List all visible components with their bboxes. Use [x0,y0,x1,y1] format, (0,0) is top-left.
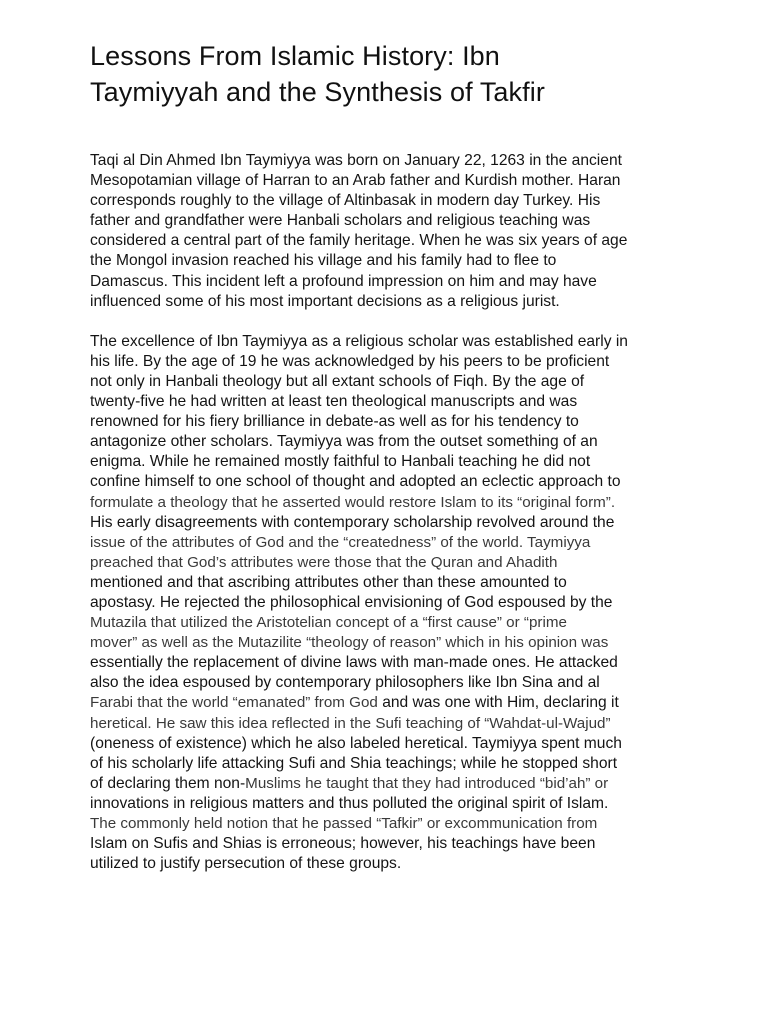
title-line: Lessons From Islamic History: Ibn [90,41,500,71]
text-line: essentially the replacement of divine laws with man-made ones. He attacked [90,654,618,672]
text-line: apostasy. He rejected the philosophical envisioning of God espoused by the [90,593,613,611]
text-line: Taqi al Din Ahmed Ibn Taymiyya was born on January 22, 1263 in the ancient [90,152,622,169]
text-line: Farabi that the world “emanated” from God and was one with Him, declaring it [90,694,619,712]
text-line: corresponds roughly to the village of Altinbasak in modern day Turkey. His [90,192,601,210]
text-line: confine himself to one school of thought and adopted an eclectic approach to [90,473,621,491]
text-line: enigma. While he remained mostly faithful to Hanbali teaching he did not [90,453,591,471]
paragraph-2 [90,332,690,875]
text-line: utilized to justify persecution of these groups. [90,855,402,873]
text-line: mentioned and that ascribing attributes other than these amounted to [90,573,567,591]
text-line: heretical. He saw this idea reflected in the Sufi teaching of “Wahdat-ul-Wajud” [90,714,611,732]
text-line: renowned for his fiery brilliance in debate-as well as for his tendency to [90,413,579,431]
paragraph-1 [90,151,690,312]
text-line: influenced some of his most important decisions as a religious jurist. [90,292,560,310]
text-line: issue of the attributes of God and the “createdness” of the world. Taymiyya [90,533,591,551]
text-line: (oneness of existence) which he also labeled heretical. Taymiyya spent much [90,734,622,752]
text-line: also the idea espoused by contemporary philosophers like Ibn Sina and al [90,674,600,692]
document-page [90,38,690,874]
text-line: mover” as well as the Mutazilite “theology of reason” which in his opinion was [90,634,609,652]
text-line: Mesopotamian village of Harran to an Arab father and Kurdish mother. Haran [90,172,621,190]
text-line: of his scholarly life attacking Sufi and Shia teachings; while he stopped short [90,754,618,772]
text-line: Damascus. This incident left a profound impression on him and may have [90,272,597,290]
text-line: The excellence of Ibn Taymiyya as a religious scholar was established early in [90,332,628,350]
text-line: preached that God’s attributes were those that the Quran and Ahadith [90,553,558,571]
document-title [90,38,690,110]
text-line: The commonly held notion that he passed “Tafkir” or excommunication from [90,815,598,832]
text-line: antagonize other scholars. Taymiyya was from the outset something of an [90,433,598,451]
text-line: his life. By the age of 19 he was acknowledged by his peers to be proficient [90,352,610,370]
text-line: His early disagreements with contemporary scholarship revolved around the [90,513,615,531]
text-line: formulate a theology that he asserted would restore Islam to its “original form”. [90,493,616,511]
text-line: of declaring them non-Muslims he taught that they had introduced “bid’ah” or [90,774,609,792]
text-line: not only in Hanbali theology but all extant schools of Fiqh. By the age of [90,372,585,390]
text-line: innovations in religious matters and thus polluted the original spirit of Islam. [90,794,609,812]
text-line: Mutazila that utilized the Aristotelian concept of a “first cause” or “prime [90,614,567,632]
title-line: Taymiyyah and the Synthesis of Takfir [90,77,545,107]
text-line: twenty-five he had written at least ten theological manuscripts and was [90,393,578,411]
text-line: Islam on Sufis and Shias is erroneous; however, his teachings have been [90,835,596,853]
text-line: the Mongol invasion reached his village and his family had to flee to [90,252,557,270]
text-line: father and grandfather were Hanbali scholars and religious teaching was [90,212,591,230]
text-line: considered a central part of the family heritage. When he was six years of age [90,232,628,250]
